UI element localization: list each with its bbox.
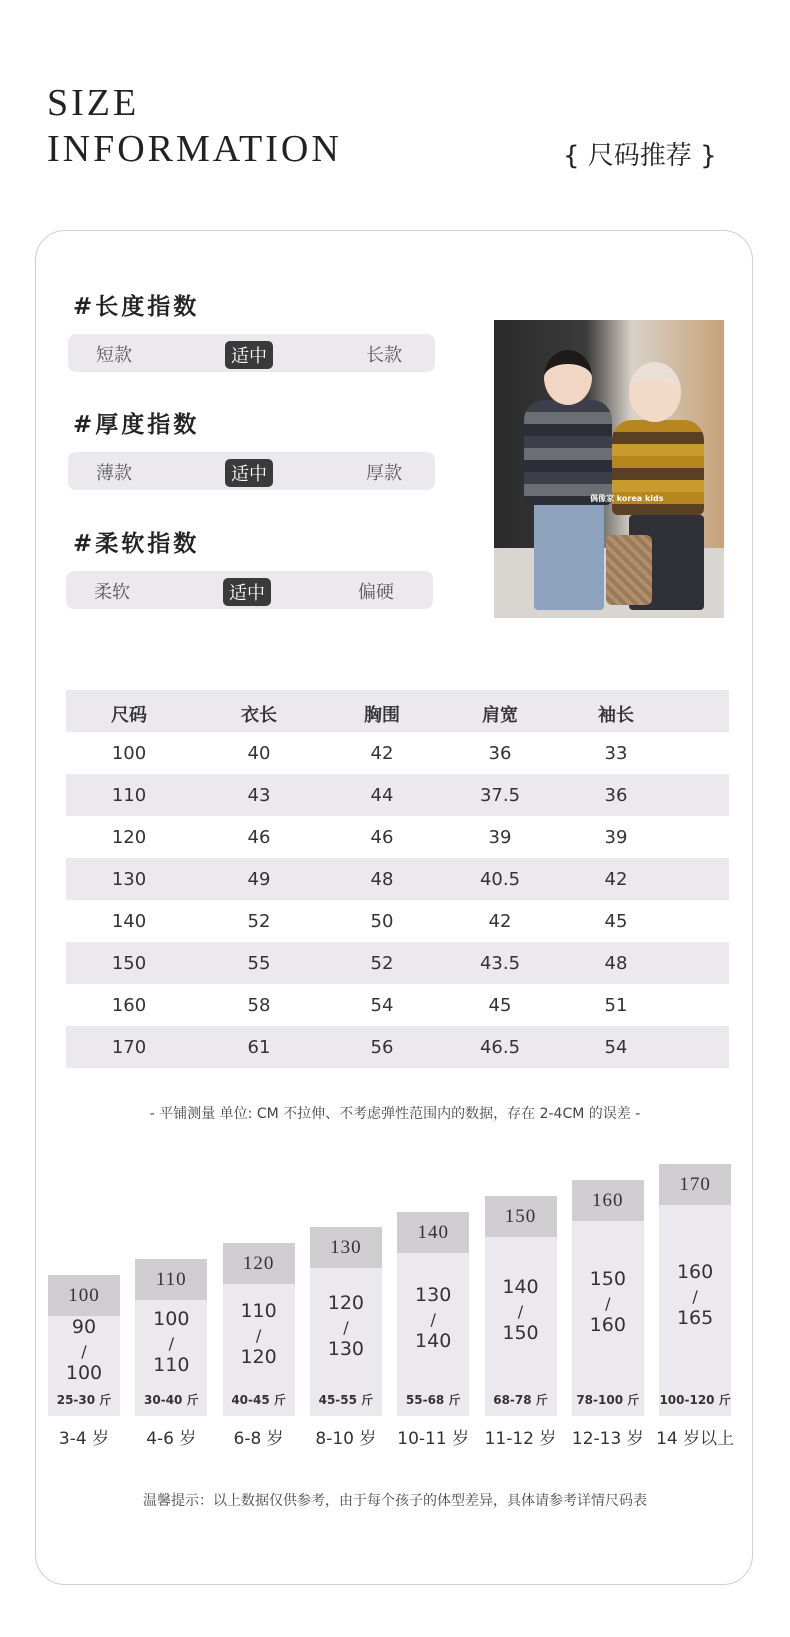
table-cell: 39: [488, 827, 512, 848]
size-step-height-max: 150: [502, 1322, 539, 1345]
softness-index-selected: 适中: [223, 578, 271, 606]
size-step-height-min: 140: [502, 1276, 539, 1299]
table-cell: 58: [247, 995, 271, 1016]
table-cell: 52: [370, 953, 394, 974]
table-cell: 40: [247, 743, 271, 764]
size-step-age: 3-4 岁: [58, 1429, 110, 1449]
size-step-weight: 78-100 斤: [576, 1392, 640, 1407]
page-subtitle: { 尺码推荐 }: [563, 141, 717, 171]
table-cell: 42: [370, 743, 394, 764]
size-step-size: 140: [397, 1212, 469, 1253]
measure-note: - 平铺测量 单位: CM 不拉伸、不考虑弹性范围内的数据，存在 2-4CM 的误差 -: [149, 1106, 641, 1122]
table-cell: 110: [111, 785, 147, 806]
photo-watermark: 偶像家 korea kids: [590, 494, 664, 503]
size-step-slash: /: [168, 1334, 174, 1354]
table-cell: 40.5: [479, 869, 521, 890]
size-step-slash: /: [692, 1286, 698, 1306]
table-cell: 46: [247, 827, 271, 848]
table-cell: 100: [111, 743, 147, 764]
table-cell: 36: [488, 743, 512, 764]
table-row: [66, 1026, 729, 1068]
size-step-size: 160: [572, 1180, 644, 1221]
length-index-title: #长度指数: [73, 294, 200, 320]
size-step-height-max: 110: [153, 1354, 190, 1377]
size-step-weight: 25-30 斤: [56, 1393, 112, 1407]
table-cell: 46.5: [479, 1037, 521, 1058]
table-cell: 55: [247, 953, 271, 974]
size-step-size: 130: [310, 1227, 382, 1268]
size-step-height-min: 130: [415, 1284, 452, 1307]
thickness-index-selected: 适中: [225, 459, 273, 487]
table-cell: 39: [604, 827, 628, 848]
table-row: [66, 984, 729, 1026]
size-step-height-max: 100: [65, 1362, 103, 1384]
size-step-size: 110: [135, 1259, 207, 1300]
size-step-size: 120: [223, 1243, 295, 1284]
table-cell: 45: [604, 911, 628, 932]
title-line-2: INFORMATION: [47, 128, 342, 170]
softness-index-right: 偏硬: [358, 582, 394, 603]
table-row: [66, 774, 729, 816]
table-row: [66, 900, 729, 942]
size-step-weight: 30-40 斤: [144, 1392, 199, 1407]
softness-index-title: #柔软指数: [73, 531, 200, 557]
size-step-weight: 45-55 斤: [318, 1392, 374, 1407]
table-cell: 48: [604, 953, 628, 974]
thickness-index-left: 薄款: [96, 463, 132, 484]
size-step-slash: /: [255, 1326, 262, 1346]
table-cell: 42: [488, 911, 512, 932]
thickness-index-right: 厚款: [366, 463, 402, 484]
size-step-age: 4-6 岁: [146, 1429, 197, 1449]
size-step-slash: /: [605, 1294, 611, 1314]
size-step-height-min: 120: [327, 1292, 365, 1315]
size-step-height-max: 165: [676, 1306, 714, 1329]
size-step-age: 8-10 岁: [315, 1429, 377, 1449]
size-step-slash: /: [81, 1342, 87, 1361]
size-step-age: 6-8 岁: [233, 1429, 284, 1449]
table-cell: 50: [370, 911, 394, 932]
table-cell: 45: [488, 995, 512, 1016]
size-step-height-min: 110: [240, 1300, 277, 1323]
size-step-size: 150: [485, 1196, 557, 1237]
softness-index-bar: [66, 571, 433, 609]
table-header-cell: 肩宽: [482, 705, 518, 726]
table-header-cell: 胸围: [364, 705, 400, 726]
table-cell: 150: [111, 953, 147, 974]
size-step-height-max: 130: [327, 1338, 365, 1361]
table-row: [66, 732, 729, 774]
table-cell: 43.5: [479, 953, 521, 974]
table-header-cell: 袖长: [598, 705, 634, 726]
size-step-slash: /: [343, 1318, 349, 1338]
table-cell: 36: [604, 785, 628, 806]
table-cell: 48: [370, 869, 394, 890]
table-row: [66, 858, 729, 900]
table-cell: 130: [111, 869, 147, 890]
table-header-row: [66, 690, 729, 732]
size-step-weight: 68-78 斤: [493, 1392, 548, 1407]
softness-index-left: 柔软: [94, 582, 130, 603]
table-cell: 56: [370, 1037, 394, 1058]
size-step-weight: 55-68 斤: [405, 1392, 461, 1407]
size-table: [66, 690, 729, 1068]
size-step-height-min: 90: [71, 1316, 97, 1338]
table-header-cell: 衣长: [241, 705, 277, 726]
length-index-left: 短款: [96, 345, 132, 366]
size-step-size: 100: [48, 1275, 120, 1316]
table-cell: 44: [370, 785, 394, 806]
length-index-selected: 适中: [225, 341, 273, 369]
table-cell: 43: [247, 785, 271, 806]
size-step-age: 11-12 岁: [484, 1429, 557, 1449]
size-step-height-min: 150: [589, 1268, 626, 1291]
length-index-right: 长款: [366, 345, 402, 366]
size-step-slash: /: [430, 1310, 436, 1330]
table-cell: 51: [604, 995, 628, 1016]
thickness-index-bar: [68, 452, 435, 490]
size-step-age: 12-13 岁: [571, 1429, 644, 1449]
page-title: [47, 80, 342, 172]
table-cell: 160: [111, 995, 147, 1016]
table-header-cell: 尺码: [111, 705, 147, 726]
table-cell: 140: [111, 911, 147, 932]
size-step-height-max: 140: [415, 1330, 452, 1353]
table-cell: 54: [604, 1037, 628, 1058]
size-step-height-max: 120: [240, 1346, 277, 1369]
table-cell: 33: [604, 743, 628, 764]
size-step-height-min: 100: [153, 1308, 190, 1331]
table-cell: 49: [247, 869, 271, 890]
size-step-weight: 40-45 斤: [231, 1392, 286, 1407]
footer-note: 温馨提示：以上数据仅供参考，由于每个孩子的体型差异，具体请参考详情尺码表: [143, 1493, 647, 1509]
size-step-age: 14 岁以上: [656, 1429, 735, 1449]
table-cell: 170: [111, 1037, 147, 1058]
title-line-1: SIZE: [47, 82, 140, 124]
size-step-age: 10-11 岁: [397, 1429, 470, 1449]
thickness-index-title: #厚度指数: [73, 412, 200, 438]
size-step-slash: /: [517, 1302, 524, 1322]
size-step-height-min: 160: [676, 1260, 714, 1283]
size-step-size: 170: [659, 1164, 731, 1205]
length-index-bar: [68, 334, 435, 372]
size-step-weight: 100-120 斤: [659, 1393, 731, 1407]
table-row: [66, 816, 729, 858]
table-cell: 61: [247, 1037, 271, 1058]
table-cell: 42: [604, 869, 628, 890]
table-cell: 46: [370, 827, 394, 848]
table-cell: 54: [370, 995, 394, 1016]
size-step-height-max: 160: [589, 1314, 626, 1337]
table-row: [66, 942, 729, 984]
table-cell: 52: [247, 911, 271, 932]
table-cell: 120: [111, 827, 147, 848]
table-cell: 37.5: [479, 785, 521, 806]
product-photo: [494, 320, 724, 618]
